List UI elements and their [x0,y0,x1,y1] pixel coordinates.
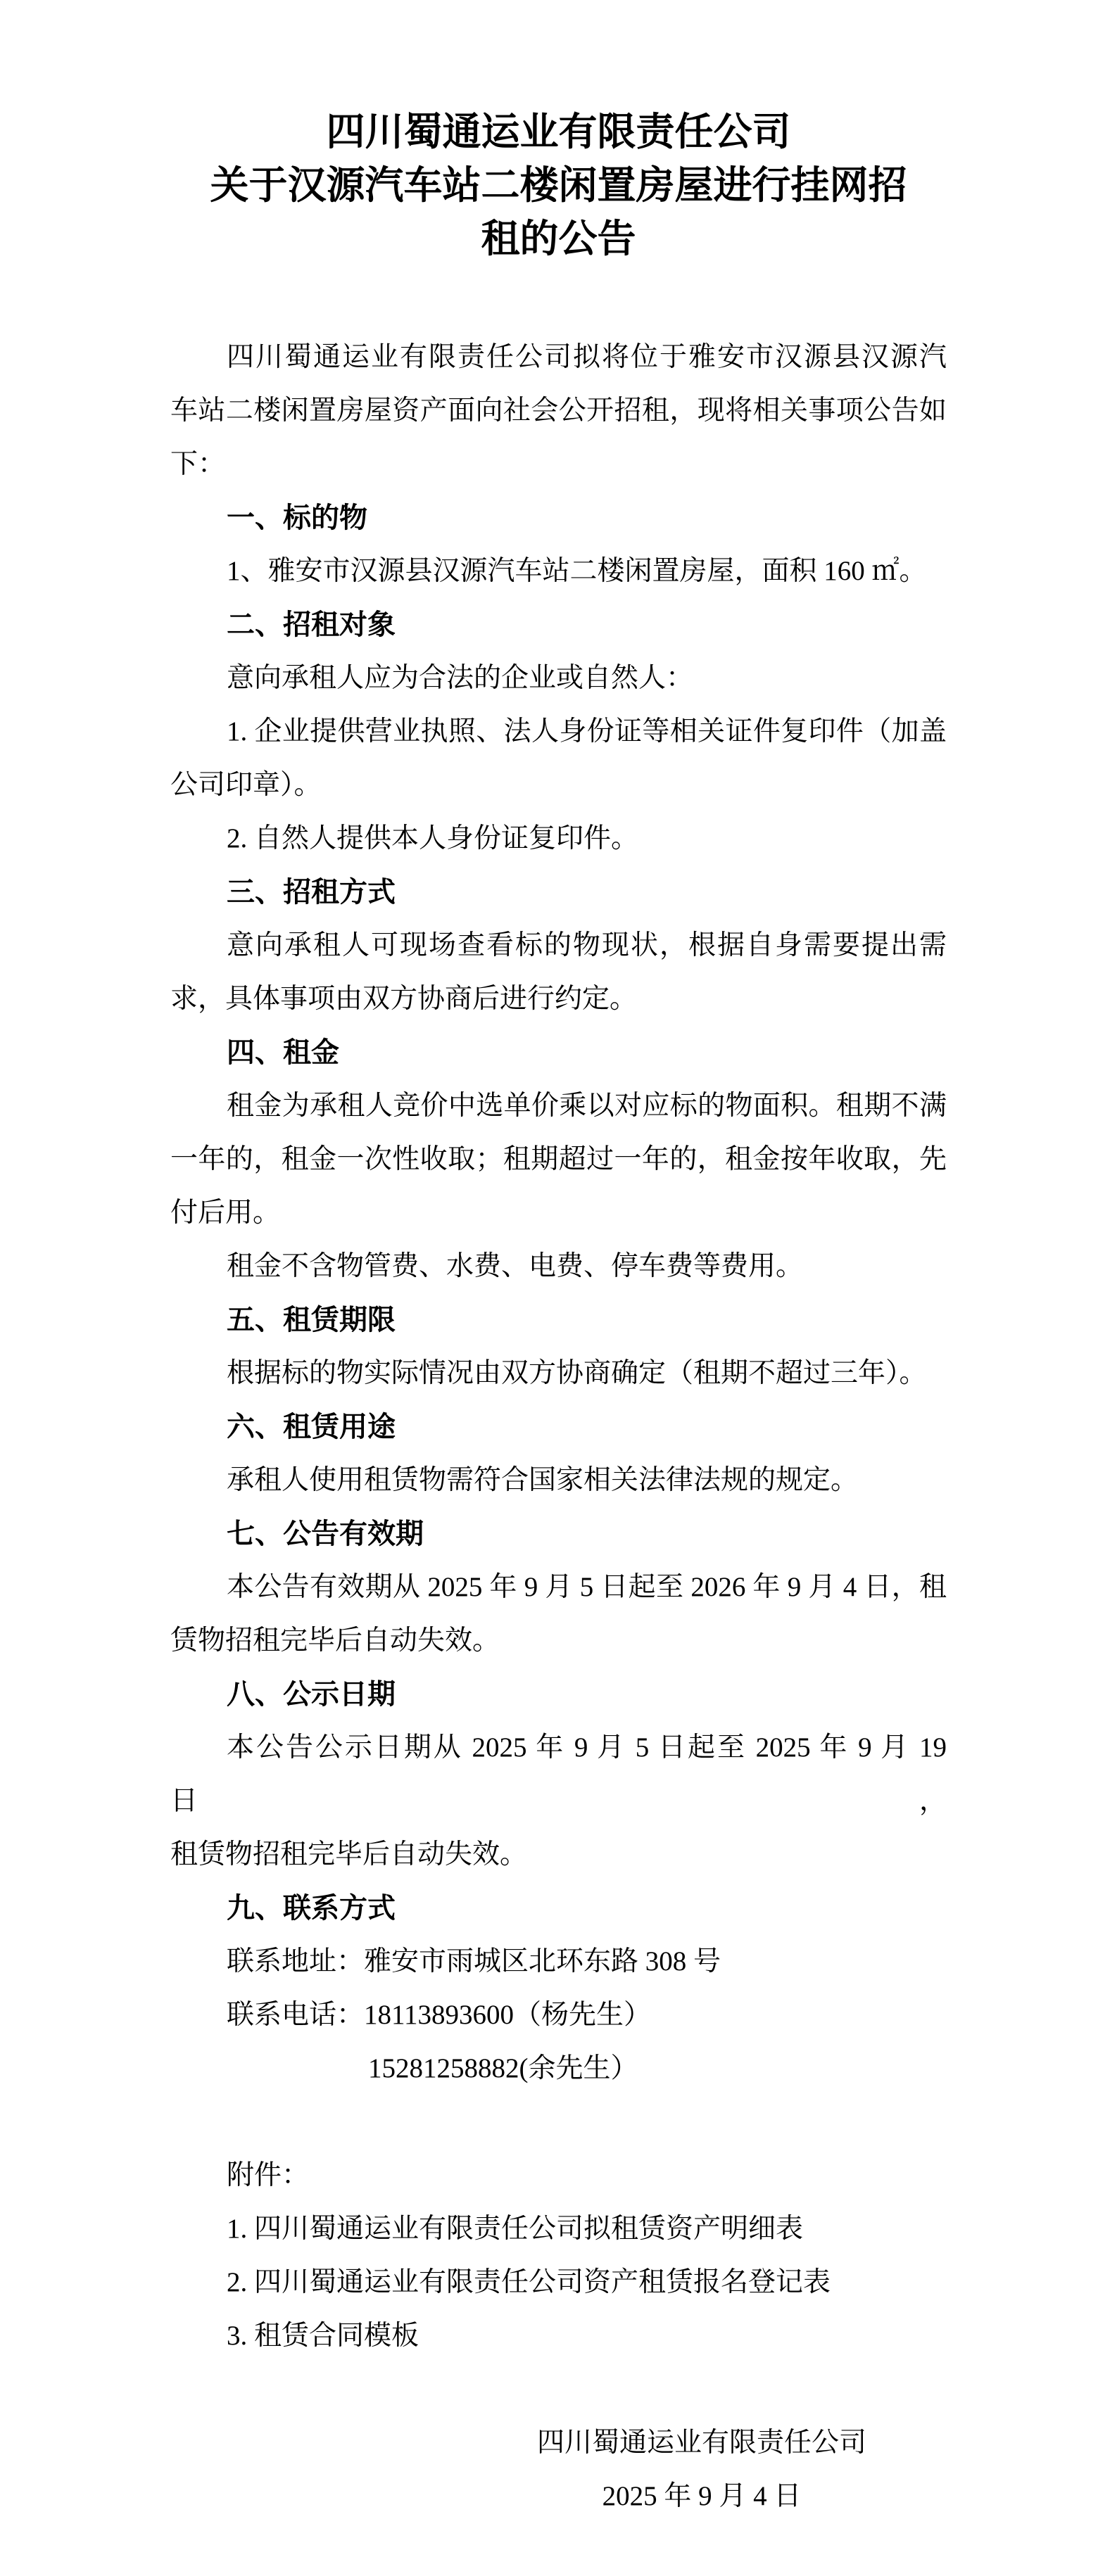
body-line: 四川蜀通运业有限责任公司拟将位于雅安市汉源县汉源汽 [227,342,947,372]
contact-phone-line: 联系电话：18113893600（杨先生） [227,2000,652,2030]
attachments-block [170,2149,947,2363]
section-rent [170,1026,947,1293]
doc-title-line-subject-2: 租的公告 [481,217,636,260]
body-line: 租赁物招租完毕后自动失效。 [170,1839,528,1870]
body-line: 租金不含物管费、水费、电费、停车费等费用。 [227,1251,804,1281]
contact-address-line: 联系地址：雅安市雨城区北环东路 308 号 [227,1946,721,1977]
section-heading: 七、公告有效期 [227,1518,424,1549]
section-heading: 一、标的物 [227,502,367,533]
body-line: 付后用。 [170,1198,281,1228]
body-line: 1、雅安市汉源县汉源汽车站二楼闲置房屋，面积 160 ㎡。 [227,556,927,586]
body-line: 赁物招租完毕后自动失效。 [170,1625,500,1656]
section-lease-term [170,1293,947,1400]
section-lease-method [170,865,947,1026]
section-heading: 三、招租方式 [227,877,396,908]
doc-body [170,331,947,2523]
section-lease-targets [170,598,947,865]
body-line: 车站二楼闲置房屋资产面向社会公开招租，现将相关事项公告如 [170,395,947,426]
body-line: 意向承租人应为合法的企业或自然人： [227,663,694,693]
doc-title-line-company: 四川蜀通运业有限责任公司 [326,110,791,153]
body-line: 1. 企业提供营业执照、法人身份证等相关证件复印件（加盖 [227,716,947,747]
body-line: 意向承租人可现场查看标的物现状，根据自身需要提出需 [227,930,947,960]
attachment-item: 1. 四川蜀通运业有限责任公司拟租赁资产明细表 [227,2214,804,2244]
body-line: 本公告公示日期从 2025 年 9 月 5 日起至 2025 年 9 月 19 日， [170,1732,947,1816]
contact-phone-line-2: 15281258882(余先生） [368,2053,638,2083]
body-line: 一年的，租金一次性收取；租期超过一年的，租金按年收取，先 [170,1144,947,1174]
body-line: 根据标的物实际情况由双方协商确定（租期不超过三年）。 [227,1358,927,1388]
attachment-item: 3. 租赁合同模板 [227,2321,419,2351]
section-heading: 九、联系方式 [227,1893,396,1924]
attachment-item: 2. 四川蜀通运业有限责任公司资产租赁报名登记表 [227,2267,831,2297]
section-validity-period [170,1507,947,1668]
signature-company: 四川蜀通运业有限责任公司 [536,2428,866,2458]
doc-title [127,106,990,266]
body-line: 2. 自然人提供本人身份证复印件。 [227,823,639,854]
spacer [170,2095,947,2149]
signature-block [529,2416,874,2523]
body-line: 下： [170,449,226,479]
section-heading: 四、租金 [227,1037,339,1068]
spacer [170,2363,947,2416]
signature-date: 2025 年 9 月 4 日 [602,2481,802,2511]
section-publicity-period [170,1668,947,1882]
section-heading: 二、招租对象 [227,609,396,640]
attachments-label: 附件： [227,2160,310,2190]
section-heading: 五、租赁期限 [227,1305,396,1335]
section-heading: 八、公示日期 [227,1679,396,1710]
body-line: 租金为承租人竞价中选单价乘以对应标的物面积。租期不满 [227,1091,947,1121]
body-line: 求，具体事项由双方协商后进行约定。 [170,984,638,1014]
body-line: 公司印章）。 [170,770,322,800]
body-line: 本公告有效期从 2025 年 9 月 5 日起至 2026 年 9 月 4 日，租 [227,1572,947,1602]
body-line: 承租人使用租赁物需符合国家相关法律法规的规定。 [227,1465,859,1495]
section-subject-matter [170,491,947,598]
doc-title-line-subject-1: 关于汉源汽车站二楼闲置房屋进行挂网招 [210,164,907,207]
section-lease-purpose [170,1400,947,1507]
section-contact-info [170,1882,947,2095]
section-heading: 六、租赁用途 [227,1411,396,1442]
intro-paragraph [170,331,947,491]
